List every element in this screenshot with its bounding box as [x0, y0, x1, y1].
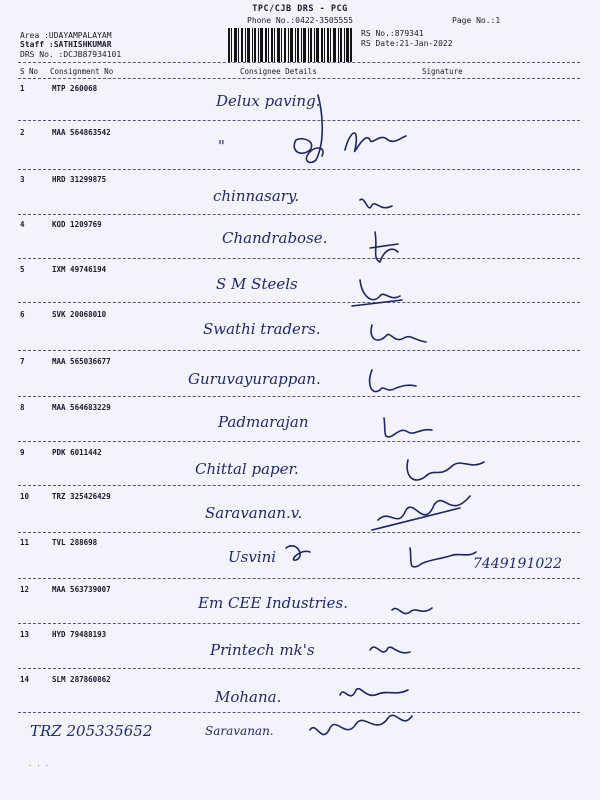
row-serial: 4 — [20, 220, 25, 229]
signature-scrawl — [310, 715, 412, 734]
consignee-handwritten: Swathi traders. — [203, 320, 321, 338]
scan-mark: · · · — [28, 762, 50, 770]
signature-scrawl — [370, 370, 416, 392]
row-serial: 2 — [20, 128, 25, 137]
row-serial: 1 — [20, 84, 25, 93]
consignee-handwritten: Padmarajan — [218, 413, 309, 431]
row-serial: 3 — [20, 175, 25, 184]
consignment-number: MAA 564863542 — [52, 128, 111, 137]
col-header-consignee: Consignee Details — [240, 67, 317, 76]
signature-scrawl — [372, 496, 470, 530]
consignee-handwritten: Chittal paper. — [195, 460, 299, 478]
handwritten-consignee: Saravanan. — [205, 724, 274, 738]
drs-number: DRS No. :DCJB87934101 — [20, 50, 122, 59]
signature-scrawl — [410, 548, 476, 567]
consignee-handwritten: " — [218, 137, 225, 155]
consignment-number: TVL 288698 — [52, 538, 98, 547]
col-header-signature: Signature — [422, 67, 463, 76]
signature-scrawl — [345, 133, 406, 151]
signature-scrawl — [286, 546, 310, 560]
row-serial: 5 — [20, 265, 25, 274]
consignment-number: TRZ 325426429 — [52, 492, 111, 501]
staff-label: Staff :SATHISHKUMAR — [20, 40, 112, 49]
consignment-number: IXM 49746194 — [52, 265, 107, 274]
signature-scrawl — [306, 95, 323, 162]
row-serial: 13 — [20, 630, 30, 639]
row-serial: 8 — [20, 403, 25, 412]
consignee-handwritten: Chandrabose. — [222, 229, 328, 247]
consignee-handwritten: Usvini — [228, 548, 277, 566]
row-serial: 10 — [20, 492, 30, 501]
signature-scrawl — [352, 280, 402, 306]
signature-scrawl — [294, 139, 311, 154]
signature-scrawl — [384, 418, 432, 437]
row-serial: 6 — [20, 310, 25, 319]
handwritten-phone: 7449191022 — [473, 556, 563, 572]
consignee-handwritten: Saravanan.v. — [205, 504, 303, 522]
page-number: Page No.:1 — [452, 16, 501, 25]
signature-scrawl — [392, 608, 432, 614]
col-header-consignment: Consignment No — [50, 67, 114, 76]
consignment-number: HRD 31299875 — [52, 175, 107, 184]
consignment-number: KOD 1209769 — [52, 220, 102, 229]
consignee-handwritten: S M Steels — [216, 275, 298, 293]
consignee-handwritten: Em CEE Industries. — [198, 594, 348, 612]
consignment-number: MAA 564683229 — [52, 403, 111, 412]
col-header-sno: S No — [20, 67, 39, 76]
row-serial: 12 — [20, 585, 30, 594]
signature-scrawl — [370, 232, 398, 262]
row-serial: 11 — [20, 538, 30, 547]
area-label: Area :UDAYAMPALAYAM — [20, 31, 112, 40]
consignment-number: HYD 79488193 — [52, 630, 107, 639]
consignment-number: MTP 260068 — [52, 84, 98, 93]
signature-scrawl — [407, 460, 484, 480]
signature-scrawl — [370, 647, 410, 653]
consignee-handwritten: Delux paving. — [216, 92, 321, 110]
row-serial: 14 — [20, 675, 30, 684]
rs-date: RS Date:21-Jan-2022 — [361, 39, 453, 48]
rs-number: RS No.:879341 — [361, 29, 424, 38]
consignment-number: PDK 6011442 — [52, 448, 102, 457]
signature-scrawl — [340, 689, 408, 696]
consignee-handwritten: chinnasary. — [213, 187, 300, 205]
consignee-handwritten: Mohana. — [215, 688, 282, 706]
row-serial: 9 — [20, 448, 25, 457]
consignment-number: MAA 563739007 — [52, 585, 111, 594]
document-title: TPC/CJB DRS - PCG — [252, 4, 348, 14]
signature-scrawl — [360, 199, 392, 208]
consignee-handwritten: Printech mk's — [210, 641, 315, 659]
consignment-number: SLM 287860862 — [52, 675, 111, 684]
phone-number: Phone No.:0422-3505555 — [247, 16, 353, 25]
handwritten-consignment: TRZ 205335652 — [30, 722, 153, 740]
consignee-handwritten: Guruvayurappan. — [188, 370, 321, 388]
consignment-number: SVK 20068010 — [52, 310, 107, 319]
signature-scrawl — [371, 325, 426, 342]
consignment-number: MAA 565036677 — [52, 357, 111, 366]
row-serial: 7 — [20, 357, 25, 366]
